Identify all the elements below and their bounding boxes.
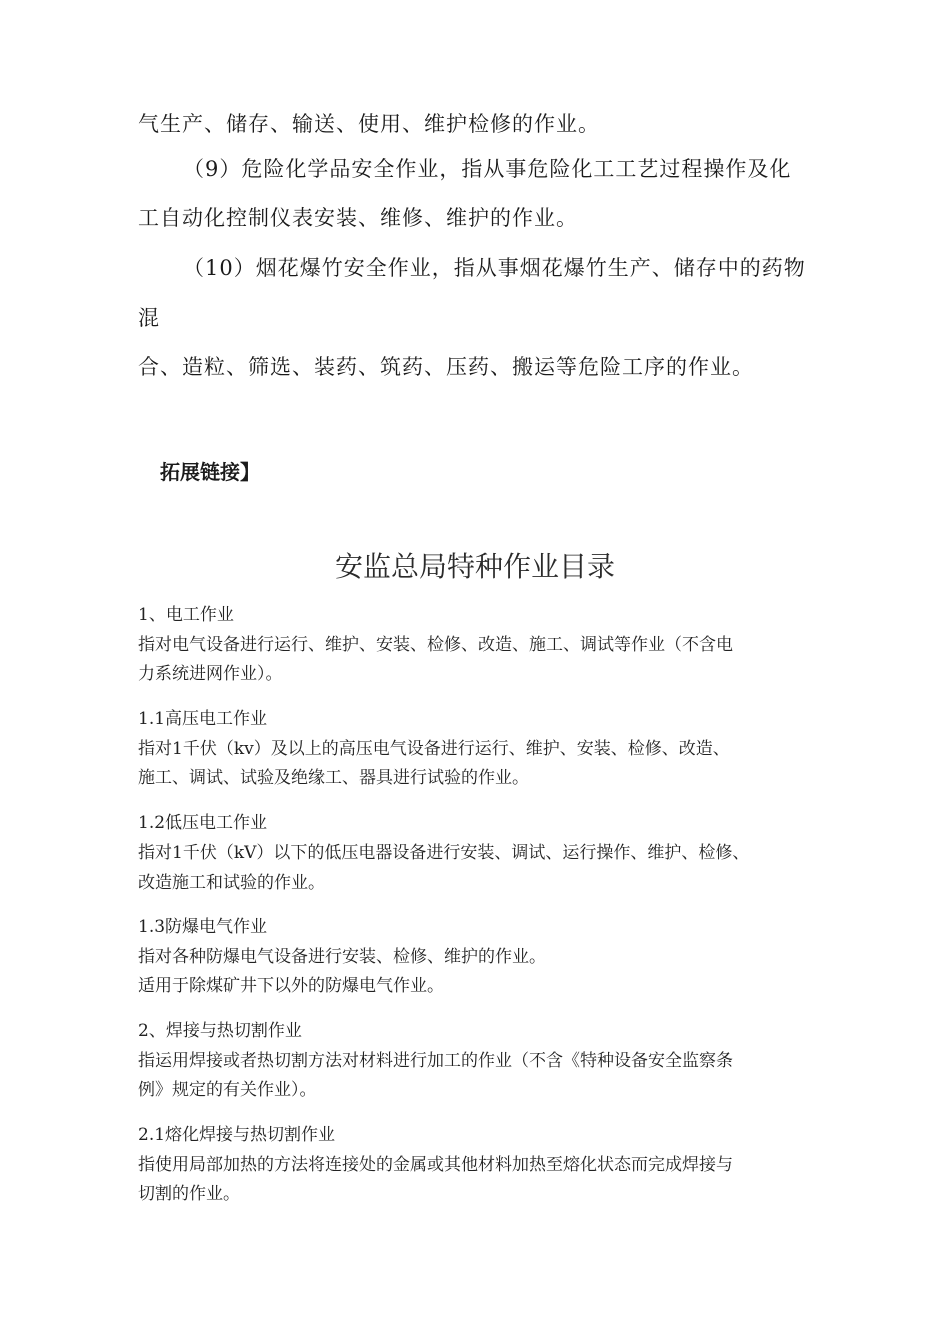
catalog-section-heading: 1.2低压电工作业 (138, 813, 268, 833)
catalog-line: 指运用焊接或者热切割方法对材料进行加工的作业（不含《特种设备安全监察条 (138, 1051, 733, 1071)
catalog-line: 指对各种防爆电气设备进行安装、检修、维护的作业。 (138, 947, 546, 967)
catalog-line: 例》规定的有关作业）。 (138, 1080, 317, 1100)
catalog-line: 切割的作业。 (138, 1184, 240, 1204)
paragraph-line: 工自动化控制仪表安装、维修、维护的作业。 (138, 206, 578, 230)
catalog-section-heading: 1.3防爆电气作业 (138, 917, 268, 937)
catalog-title: 安监总局特种作业目录 (334, 550, 615, 583)
catalog-line: 施工、调试、试验及绝缘工、器具进行试验的作业。 (138, 768, 529, 788)
catalog-section-heading: 2、焊接与热切割作业 (138, 1021, 302, 1041)
extension-heading: 拓展链接】 (160, 460, 260, 484)
paragraph-line: （9）危险化学品安全作业，指从事危险化工工艺过程操作及化 (183, 157, 792, 181)
paragraph-line: 合、造粒、筛选、装药、筑药、压药、搬运等危险工序的作业。 (138, 355, 754, 379)
catalog-line: 力系统进网作业）。 (138, 664, 283, 684)
catalog-line: 指对电气设备进行运行、维护、安装、检修、改造、施工、调试等作业（不含电 (138, 635, 733, 655)
paragraph-line: 气生产、储存、输送、使用、维护检修的作业。 (138, 112, 600, 136)
catalog-section-heading: 2.1熔化焊接与热切割作业 (138, 1125, 336, 1145)
catalog-line: 适用于除煤矿井下以外的防爆电气作业。 (138, 976, 444, 996)
catalog-line: 改造施工和试验的作业。 (138, 873, 325, 893)
catalog-section-heading: 1.1高压电工作业 (138, 709, 268, 729)
catalog-section-heading: 1、电工作业 (138, 605, 234, 625)
paragraph-line: 混 (138, 306, 160, 330)
paragraph-line: （10）烟花爆竹安全作业，指从事烟花爆竹生产、储存中的药物 (183, 256, 806, 280)
catalog-line: 指对1千伏（kv）及以上的高压电气设备进行运行、维护、安装、检修、改造、 (138, 739, 730, 759)
catalog-line: 指使用局部加热的方法将连接处的金属或其他材料加热至熔化状态而完成焊接与 (138, 1155, 733, 1175)
catalog-line: 指对1千伏（kV）以下的低压电器设备进行安装、调试、运行操作、维护、检修、 (138, 843, 750, 863)
